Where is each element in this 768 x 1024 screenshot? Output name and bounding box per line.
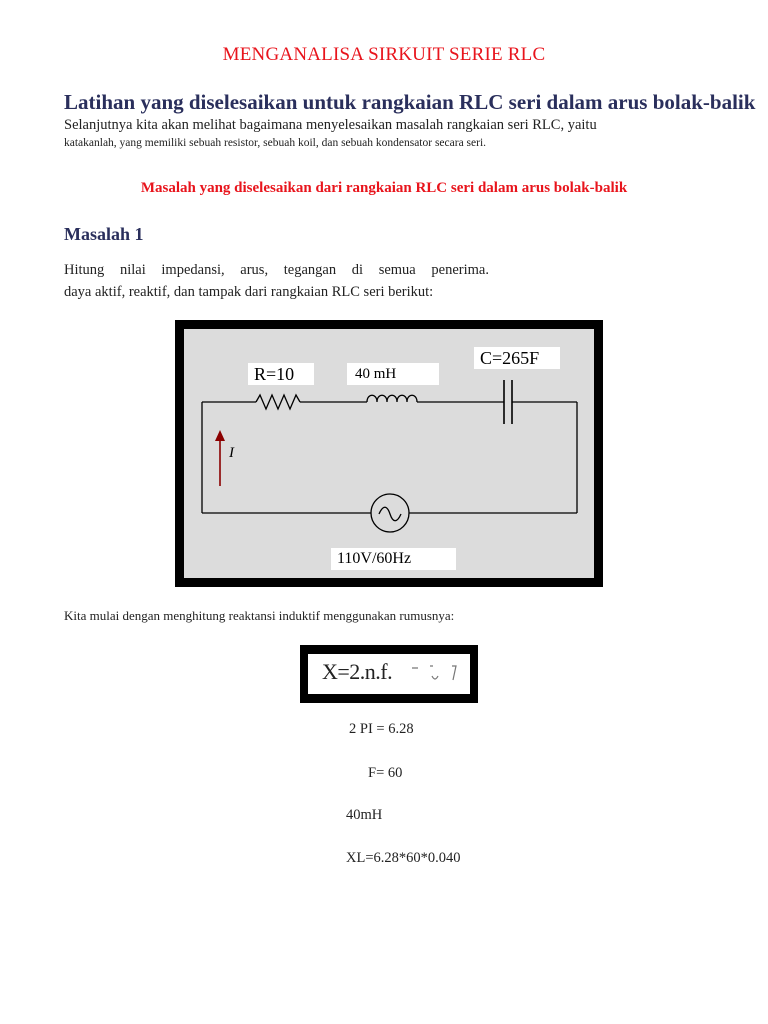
- inductor-symbol: [367, 395, 417, 402]
- calc-frequency: F= 60: [368, 765, 403, 781]
- capacitor-label: C=265F: [474, 347, 560, 369]
- formula-cropped-glyph-marks: [408, 662, 466, 686]
- problem-statement-line-2: daya aktif, reaktif, dan tampak dari rangkaian RLC seri berikut:: [64, 284, 434, 300]
- source-label: 110V/60Hz: [331, 548, 456, 570]
- formula-frame: [308, 654, 470, 694]
- problem-statement-line-1: Hitung nilai impedansi, arus, tegangan di semua penerima.: [64, 262, 489, 278]
- problem-title: Masalah 1: [64, 224, 144, 244]
- intro-paragraph-line-2: katakanlah, yang memiliki sebuah resistor, sebuah koil, dan sebuah kondensator secara seri.: [64, 137, 487, 149]
- intro-paragraph-line-1: Selanjutnya kita akan melihat bagaimana menyelesaikan masalah rangkaian seri RLC, yaitu: [64, 117, 597, 133]
- resistor-symbol: [256, 395, 300, 409]
- current-label: I: [229, 445, 234, 461]
- calc-inductive-reactance: XL=6.28*60*0.040: [346, 850, 461, 866]
- ac-wave: [379, 507, 401, 521]
- section-heading: Latihan yang diselesaikan untuk rangkaian RLC seri dalam arus bolak-balik: [64, 90, 756, 114]
- formula-cropped-glyphs: [408, 662, 466, 691]
- formula-intro-text: Kita mulai dengan menghitung reaktansi induktif menggunakan rumusnya:: [64, 608, 455, 623]
- calc-two-pi: 2 PI = 6.28: [349, 721, 414, 737]
- formula-image: [300, 645, 478, 703]
- inductor-label: 40 mH: [347, 363, 439, 385]
- current-arrow-head: [215, 430, 225, 441]
- circuit-canvas: [184, 329, 594, 578]
- calc-inductance: 40mH: [346, 807, 383, 823]
- formula-text: X=2.n.f.: [322, 659, 393, 684]
- document-title: MENGANALISA SIRKUIT SERIE RLC: [222, 44, 546, 65]
- resistor-label: R=10: [248, 363, 314, 385]
- problems-subheading: Masalah yang diselesaikan dari rangkaian RLC seri dalam arus bolak-balik: [140, 180, 628, 196]
- rlc-circuit-diagram: [175, 320, 603, 587]
